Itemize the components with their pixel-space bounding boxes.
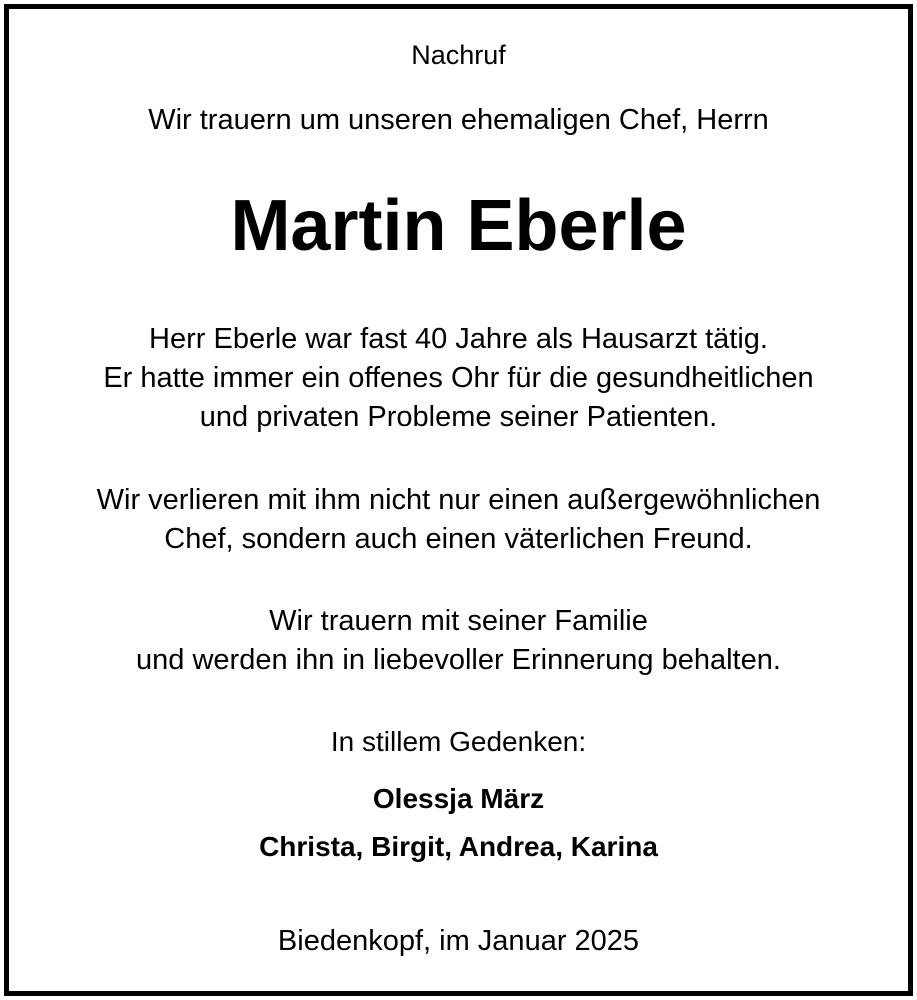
paragraph-loss-line-1: Wir verlieren mit ihm nicht nur einen außergewöhnlichen (96, 484, 821, 516)
paragraph-loss (0, 481, 917, 559)
deceased-name: Martin Eberle (230, 186, 687, 266)
paragraph-career-line-3: und privaten Probleme seiner Patienten. (199, 401, 718, 433)
paragraph-mourning-line-2: und werden ihn in liebevoller Erinnerung behalten. (136, 644, 781, 676)
signatory-2: Christa, Birgit, Andrea, Karina (259, 831, 658, 862)
intro-line: Wir trauern um unseren ehemaligen Chef, Herrn (148, 104, 769, 136)
paragraph-career (0, 320, 917, 437)
paragraph-loss-line-2: Chef, sondern auch einen väterlichen Freund. (164, 523, 753, 555)
paragraph-mourning (0, 602, 917, 680)
paragraph-career-line-2: Er hatte immer ein offenes Ohr für die gesundheitlichen (103, 362, 814, 394)
signatory-1: Olessja März (372, 783, 545, 814)
paragraph-career-line-1: Herr Eberle war fast 40 Jahre als Hausarzt tätig. (149, 323, 768, 355)
notice-heading: Nachruf (411, 40, 506, 70)
paragraph-mourning-line-1: Wir trauern mit seiner Familie (269, 605, 648, 637)
in-memory-line: In stillem Gedenken: (330, 726, 587, 757)
place-date: Biedenkopf, im Januar 2025 (277, 925, 640, 957)
